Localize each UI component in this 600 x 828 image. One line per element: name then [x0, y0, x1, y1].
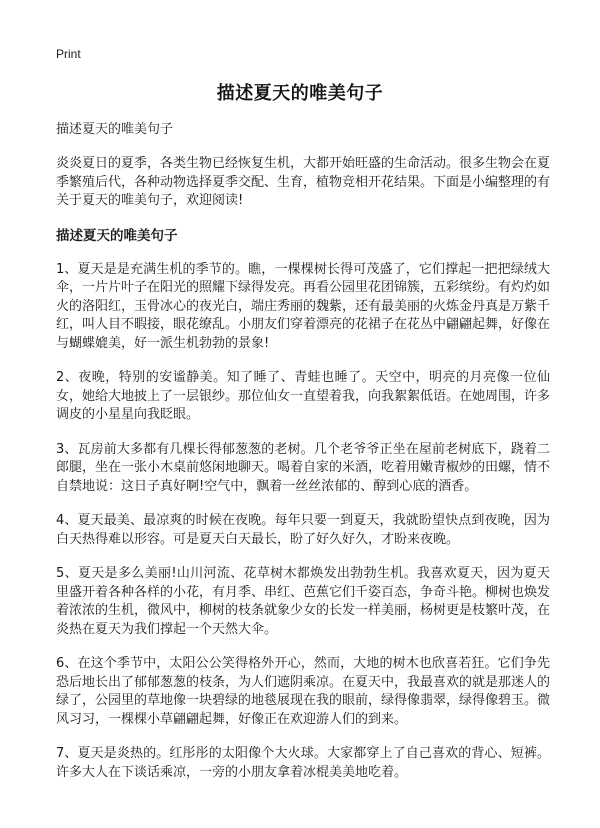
- paragraph-5: 5、夏天是多么美丽!山川河流、花草树木都焕发出勃勃生机。我喜欢夏天，因为夏天里盛开着各种各样的小花，有月季、串红、芭蕉它们千姿百态，争奇斗艳。柳树也焕发着浓浓的生机，微风中，柳树的枝条就象少女的长发一样美丽，杨树更是枝繁叶茂，在炎热在夏天为我们撑起一个天然大伞。: [56, 566, 551, 637]
- paragraph-3: 3、瓦房前大多都有几棵长得郁葱葱的老树。几个老爷爷正坐在屋前老树底下，跷着二郎腿，坐在一张小木桌前悠闲地聊天。喝着自家的米酒，吃着用嫩青椒炒的田螺，情不自禁地说：这日子真好啊!空气中，飘着一丝丝浓郁的、醇到心底的酒香。: [56, 441, 551, 494]
- paragraph-4: 4、夏天最美、最凉爽的时候在夜晚。每年只要一到夏天，我就盼望快点到夜晚，因为白天热得难以形容。可是夏天白天最长，盼了好久好久，才盼来夜晚。: [56, 513, 550, 547]
- page-title: 描述夏天的唯美句子: [216, 83, 384, 104]
- paragraph-2: 2、夜晚，特别的安谧静美。知了睡了、青蛙也睡了。天空中，明亮的月亮像一位仙女，她给大地披上了一层银纱。那位仙女一直望着我，向我絮絮低语。在她周围，许多调皮的小星星向我眨眼。: [56, 370, 551, 422]
- intro-paragraph: 炎炎夏日的夏季，各类生物已经恢复生机，大都开始旺盛的生命活动。很多生物会在夏季繁殖后代，各种动物选择夏季交配、生育，植物竞相开花结果。下面是小编整理的有关于夏天的唯美句子，欢迎阅读!: [56, 156, 551, 208]
- section-heading: 描述夏天的唯美句子: [56, 227, 178, 244]
- paragraph-7: 7、夏天是炎热的。红彤彤的太阳像个大火球。大家都穿上了自己喜欢的背心、短裤。许多大人在下谈话乘凉，一旁的小朋友拿着冰棍美美地吃着。: [56, 746, 550, 780]
- article-subtitle: 描述夏天的唯美句子: [56, 122, 174, 137]
- print-link[interactable]: Print: [56, 47, 81, 61]
- article-body: [56, 121, 550, 798]
- paragraph-6: 6、在这个季节中，太阳公公笑得格外开心，然而，大地的树木也欣喜若狂。它们争先恐后地长出了郁郁葱葱的枝条，为人们遮阴乘凉。在夏天中，我最喜欢的就是那迷人的绿了，公园里的草地像一块碧绿的地毯展现在我的眼前，绿得像翡翠，绿得像碧玉。微风习习，一棵棵小草翩翩起舞，好像正在欢迎游人们的到来。: [56, 656, 551, 727]
- paragraph-1: 1、夏天是是充满生机的季节的。瞧，一棵棵树长得可茂盛了，它们撑起一把把绿绒大伞，一片片叶子在阳光的照耀下绿得发亮。再看公园里花团锦簇，五彩缤纷。有灼灼如火的洛阳红，玉骨冰心的夜光白，端庄秀丽的魏紫，还有最美丽的火炼金丹真是万紫千红，叫人目不暇接，眼花缭乱。小朋友们穿着漂亮的花裙子在花丛中翩翩起舞，好像在与蝴蝶媲美，好一派生机勃勃的景象!: [56, 261, 551, 351]
